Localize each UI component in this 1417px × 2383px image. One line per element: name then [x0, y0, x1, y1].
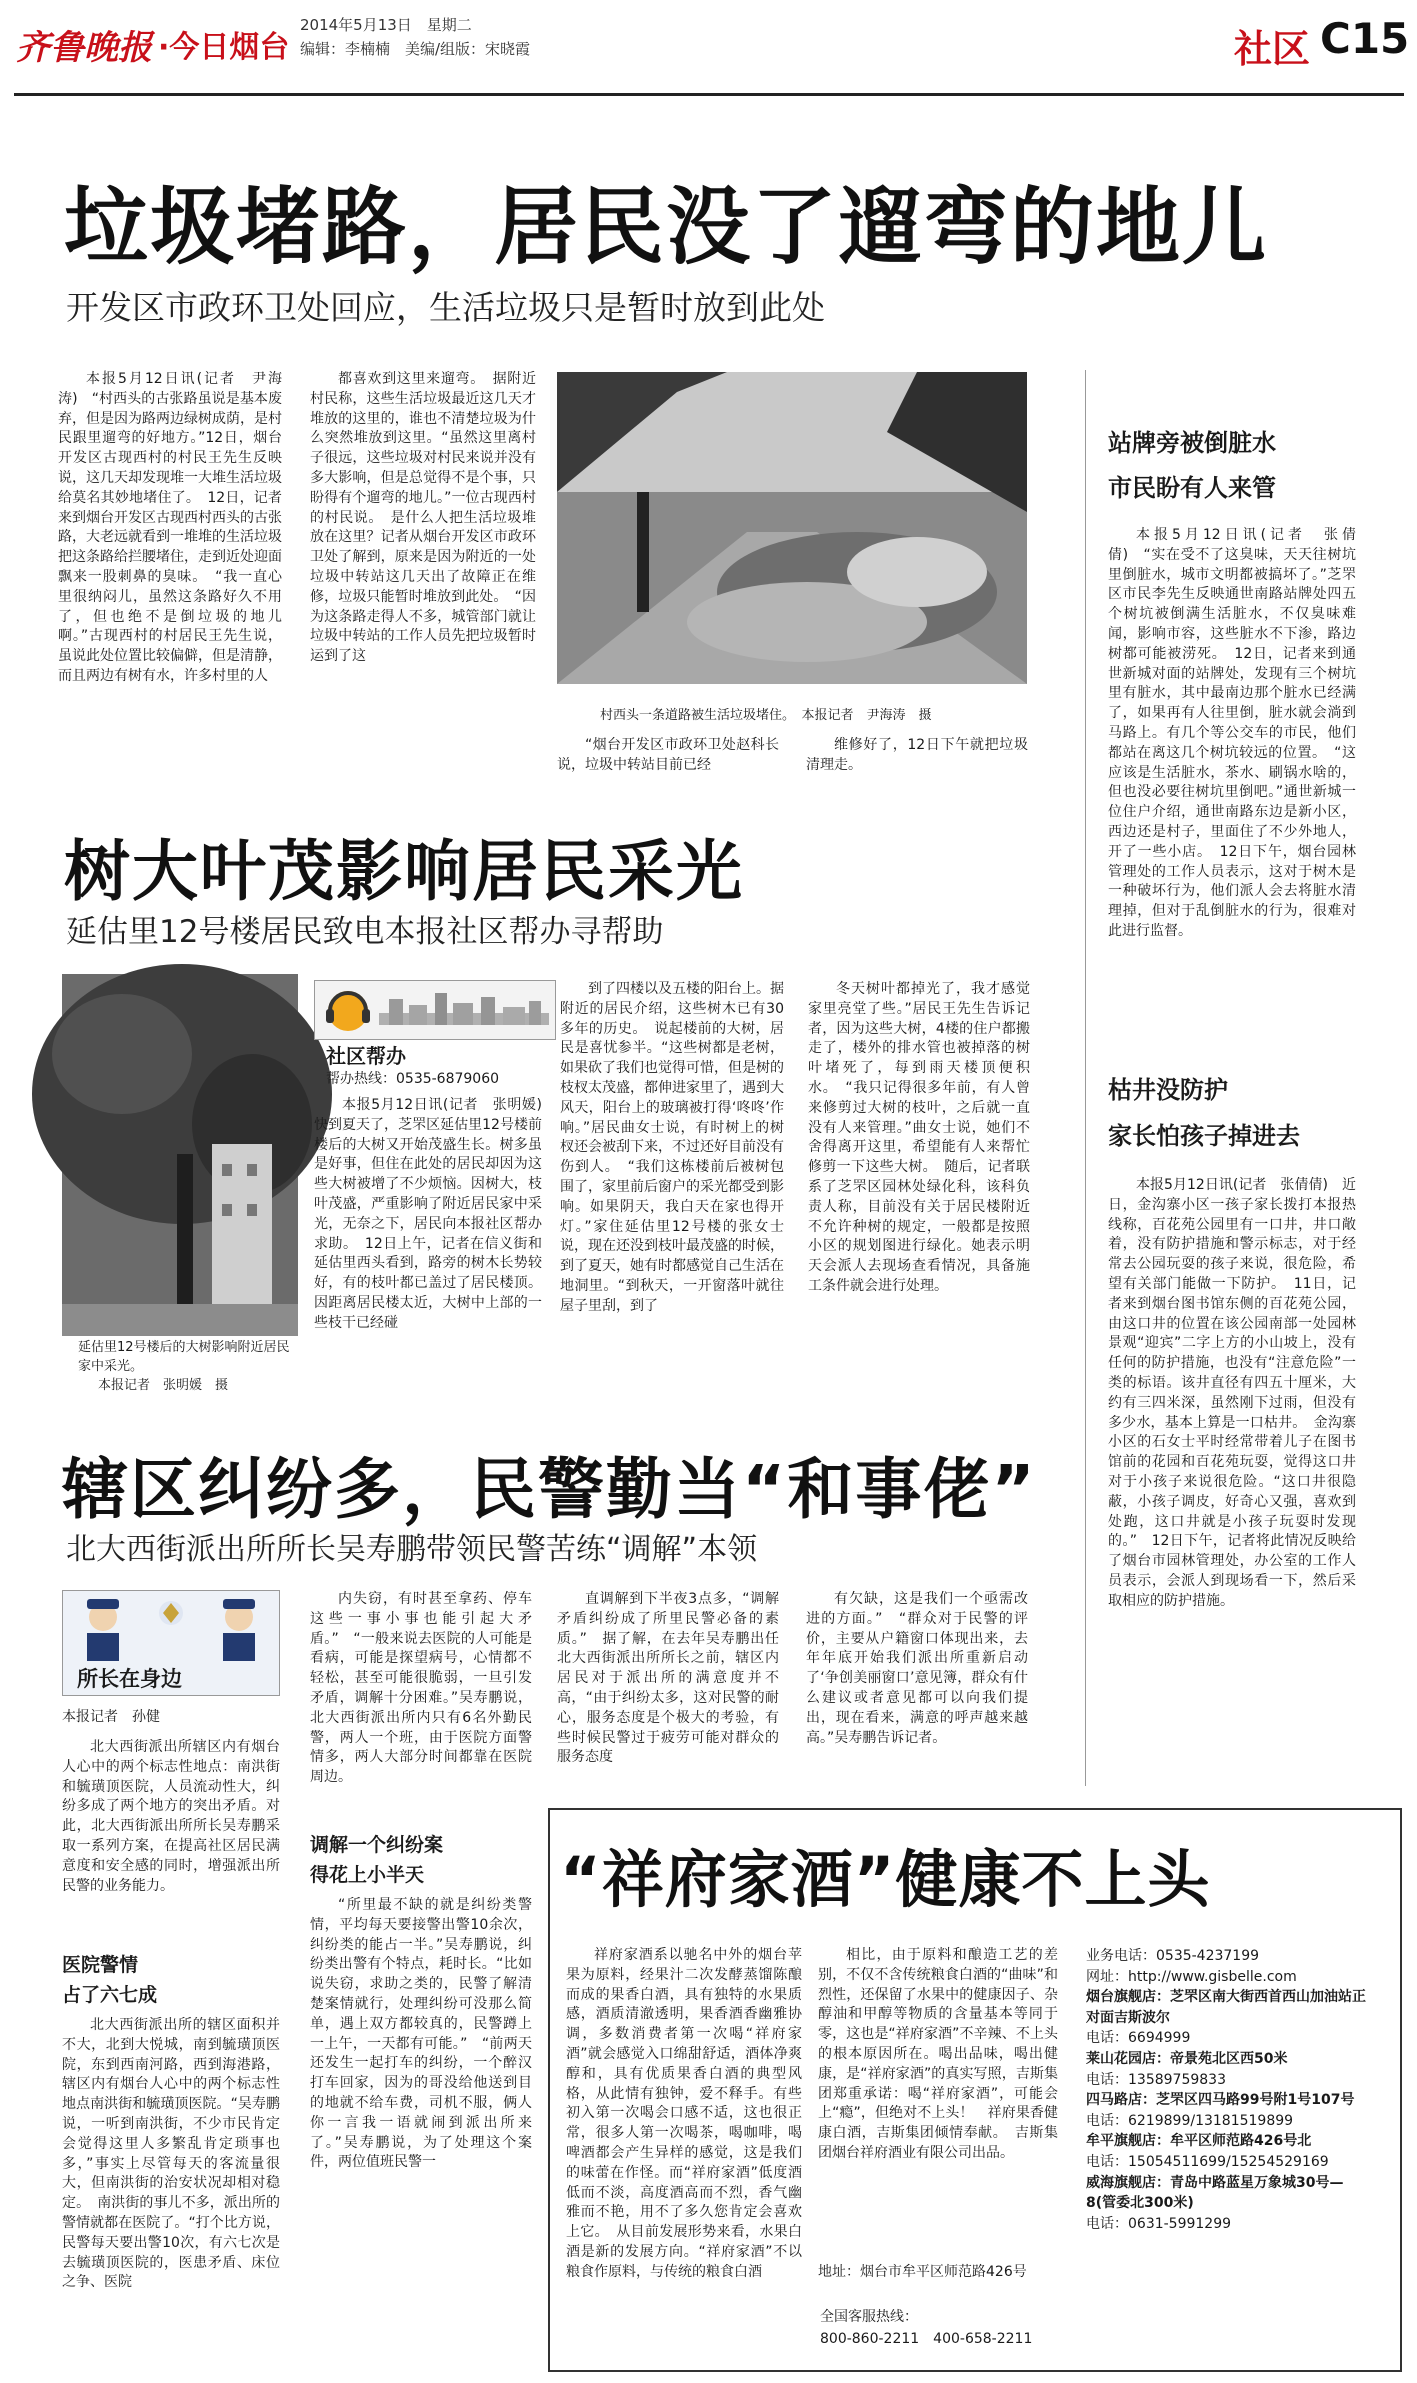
ad-contact-line: 电话：15054511699/15254529169: [1086, 2153, 1329, 2170]
story3-column-3: 直调解到下半夜3点多，“调解矛盾纠纷成了所里民警必备的素质。” 据了解，在去年吴寿鹏出任北大西街派出所所长之前，辖区内居民对于派出所的满意度并不高，“由于纠纷太多，这对民警的耐心，服务态度是个极大的考验，有些时候民警过于疲劳可能对群众的服务态度: [557, 1591, 779, 1766]
community-help-label: 社区帮办: [326, 1044, 406, 1068]
ad-contact-line: 威海旗舰店：青岛中路蓝星万象城30号—8(管委北300米): [1086, 2174, 1344, 2212]
story2-photo-caption: 延估里12号楼后的大树影响附近居民家中采光。: [78, 1340, 290, 1374]
sidebar2-body: 本报5月12日讯(记者 张倩倩) 近日，金沟寨小区一孩子家长拨打本报热线称，百花苑公园里有一口井，井口敞着，没有防护措施和警示标志，对于经常去公园玩耍的孩子来说，很危险，希望有关部门能做一下防护。 11日，记者来到烟台图书馆东侧的百花苑公园，由这口井的位置在该公园南部一处园林景观“迎宾”二字上方的小山坡上，没有任何的防护措施，也没有“注意危险”一类的标语。该井直径有四五十厘米，大约有三四米深，虽然刚下过雨，但没有多少水，基本上算是一口枯井。 金沟寨小区的石女士平时经常带着儿子在图书馆前的花园和百花苑玩耍，觉得这口井对于小孩子来说很危险。“这口井很隐蔽，小孩子调皮，好奇心又强，喜欢到处跑，这口井就是小孩子玩耍时发现的。” 12日下午，记者将此情况反映给了烟台市园林管理处，办公室的工作人员表示，会派人到现场看一下，然后采取相应的防护措施。: [1108, 1177, 1356, 1609]
masthead-logo: 齐鲁晚报: [16, 28, 152, 68]
story1-photo: [557, 372, 1027, 684]
story2-photo: [62, 974, 298, 1336]
ad-hotline-numbers: 800-860-2211 400-658-2211: [820, 2331, 1033, 2347]
sidebar1-headline-line2: 市民盼有人来管: [1108, 474, 1276, 502]
story3-column-2-body: “所里最不缺的就是纠纷类警情，平均每天要接警出警10余次，纠纷类的能占一半。”吴寿鹏说，纠纷类出警有个特点，耗时长。“比如说失窃，求助之类的，民警了解清楚案情就行，处理纠纷可没那么简单，遇上双方都较真的，民警蹲上一上午，一天都有可能。” “前两天还发生一起打车的纠纷，一个醉汉打车回家，因为的哥没给他送到目的地就不给车费，司机不服，俩人你一言我一语就闹到派出所来了。”吴寿鹏说，为了处理这个案件，两位值班民警一: [310, 1897, 532, 2171]
community-help-logo: [314, 980, 556, 1040]
ad-column-1: 祥府家酒系以驰名中外的烟台苹果为原料，经果汁二次发酵蒸馏陈酿而成的果香白酒，具有独特的水果质感，酒质清澈透明，果香酒香幽雅协调，多数消费者第一次喝“祥府家酒”就会感觉入口绵甜舒适，酒体净爽醇和，具有优质果香白酒的典型风格，从此情有独钟，爱不释手。有些初入第一次喝会口感不适，这也很正常，很多人第一次喝茶，喝咖啡，喝啤酒都会产生异样的感觉，这是我们的味蕾在作怪。而“祥府家酒”低度酒低而不淡，高度酒高而不烈，香气幽雅而不艳，用不了多久您肯定会喜欢上它。 从目前发展形势来看，水果白酒是新的发展方向。“祥府家酒”不以粮食作原料，与传统的粮食白酒: [566, 1947, 802, 2280]
story2-column-3: 冬天树叶都掉光了，我才感觉家里亮堂了些。”居民王先生告诉记者，因为这些大树，4楼的住户都搬走了，楼外的排水管也被掉落的树叶堵死了，每到雨天楼顶便积水。 “我只记得很多年前，有人曾来修剪过大树的枝叶，之后就一直没有人来管理。”曲女士说，她们不舍得离开这里，希望能有人来帮忙修剪一下这些大树。 随后，记者联系了芝罘区园林处绿化科，该科负责人称，目前没有关于居民楼附近不允许种树的规定，一般都是按照小区的规划图进行绿化。她表示明天会派人去现场查看情况，具备施工条件就会进行处理。: [808, 981, 1030, 1294]
editor-line: 编辑：李楠楠 美编/组版：宋晓霞: [300, 40, 531, 58]
column-label: 社区: [1234, 27, 1311, 71]
community-help-hotline: 帮办热线：0535-6879060: [326, 1071, 500, 1087]
ad-headline: “祥府家酒”健康不上头: [560, 1843, 1211, 1916]
story3-byline: 本报记者 孙健: [62, 1709, 160, 1725]
story3-column-2-top: 内失窃，有时甚至拿药、停车这些一事小事也能引起大矛盾。” “一般来说去医院的人可能是看病，可能是探望病号，心情都不轻松，甚至可能很脆弱，一旦引发矛盾，调解十分困难。”吴寿鹏说，北大西街派出所内只有6名外勤民警，两人一个班，由于医院方面警情多，两人大部分时间都靠在医院周边。: [310, 1591, 532, 1786]
ad-contact-line: 牟平旗舰店：牟平区师范路426号北: [1086, 2133, 1312, 2150]
police-logo: [62, 1590, 280, 1696]
story3-column-4: 有欠缺，这是我们一个亟需改进的方面。” “群众对于民警的评价，主要从户籍窗口体现出来，去年年底开始我们派出所重新启动了‘争创美丽窗口’意见簿，群众有什么建议或者意见都可以向我们提出，现在看来，满意的呼声越来越高。”吴寿鹏告诉记者。: [806, 1591, 1028, 1746]
story2-photo-credit: 本报记者 张明媛 摄: [98, 1378, 229, 1393]
ad-contact-line: 电话：13589759833: [1086, 2071, 1226, 2088]
ad-contacts: [1086, 1946, 1366, 2234]
police-officers-icon: [63, 1591, 279, 1661]
ad-contact-line: 网址：http://www.gisbelle.com: [1086, 1968, 1297, 1985]
ad-contact-line: 莱山花园店：帝景苑北区西50米: [1086, 2050, 1288, 2067]
ad-contact-line: 烟台旗舰店：芝罘区南大街西首西山加油站正对面吉斯波尔: [1086, 1989, 1366, 2026]
page-header: [0, 0, 1417, 70]
story3-subhead: 北大西街派出所所长吴寿鹏带领民警苦练“调解”本领: [66, 1532, 758, 1567]
story3-subhead-hospital-1: 医院警情: [62, 1954, 139, 1976]
story1-subhead: 开发区市政环卫处回应，生活垃圾只是暂时放到此处: [66, 288, 825, 327]
story3-column-1-body2: 北大西街派出所的辖区面积并不大，北到大悦城，南到毓璜顶医院，东到西南河路，西到海港路，辖区内有烟台人心中的两个标志性地点南洪街和毓璜顶医院。“吴寿鹏说，一听到南洪街，不少市民肯定会觉得这里人多繁乱肯定琐事也多，”事实上尽管每天的客流量很大，但南洪街的治安状况却相对稳定。 南洪街的事儿不多，派出所的警情就都在医院了。“打个比方说，民警每天要出警10次，有六七次是去毓璜顶医院的，医患矛盾、床位之争、医院: [62, 2017, 280, 2291]
sidebar1-body: 本报5月12日讯(记者 张倩倩) “实在受不了这臭味，天天往树坑里倒脏水，城市文明都被搞坏了。”芝罘区市民李先生反映通世南路站牌处四五个树坑被倒满生活脏水，不仅臭味难闻，影响市容，这些脏水不下渗，路边树都可能被涝死。 12日，记者来到通世新城对面的站牌处，发现有三个树坑里有脏水，其中最南边那个脏水已经满了，如果再有人往里倒，脏水就会淌到马路上。有几个等公交车的市民，他们都站在离这几个树坑较远的位置。 “这应该是生活脏水，茶水、刷锅水啥的，但也没必要往树坑里倒吧。”通世新城一位住户介绍，通世南路东边是新小区，西边还是村子，里面住了不少外地人，开了一些小店。 12日下午，烟台园林管理处的工作人员表示，这对于树木是一种破坏行为，他们派人会去将脏水清理掉，但对于乱倒脏水的行为，很难对此进行监督。: [1108, 527, 1356, 939]
police-logo-label: 所长在身边: [77, 1667, 182, 1691]
ad-hotline-label: 全国客服热线：: [820, 2309, 918, 2325]
ad-column-2: 相比，由于原料和酿造工艺的差别，不仅不含传统粮食白酒的“曲味”和烈性，还保留了水果中的健康因子、杂醇油和甲醇等物质的含量基本等同于零，这也是“祥府家酒”不辛辣、不上头的根本原因所在。喝出品味，喝出健康，是“祥府家酒”的真实写照，吉斯集团郑重承诺：喝“祥府家酒”，可能会上“瘾”，但绝对不上头！ 祥府果香健康白酒，吉斯集团倾情奉献。 吉斯集团烟台祥府酒业有限公司出品。: [818, 1947, 1058, 2161]
story2-column-1: 本报5月12日讯(记者 张明媛) 快到夏天了，芝罘区延估里12号楼前楼后的大树又开始茂盛生长。树多虽是好事，但住在此处的居民却因为这些大树被增了不少烦恼。因树大，枝叶茂盛，严重影响了附近居民家中采光，无奈之下，居民向本报社区帮办求助。 12日上午，记者在信义街和延估里西头看到，路旁的树木长势较好，有的枝叶都已盖过了居民楼顶。因距离居民楼太近，大树中上部的一些枝干已经碰: [314, 1097, 556, 1331]
story3-subhead-hospital-2: 占了六七成: [62, 1984, 158, 2006]
ad-contact-line: 四马路店：芝罘区四马路99号附1号107号: [1086, 2092, 1355, 2109]
story1-column-1: 本报5月12日讯(记者 尹海涛) “村西头的古张路虽说是基本废弃，但是因为路两边绿树成荫，是村民跟里遛弯的好地方。”12日，烟台开发区古现西村的村民王先生反映说，这几天却发现堆一大堆生活垃圾给莫名其妙地堵住了。 12日，记者来到烟台开发区古现西村西头的古张路，大老远就看到一堆堆的生活垃圾把这条路给拦腰堵住，走到近处迎面飘来一股刺鼻的臭味。 “我一直心里很纳闷儿，虽然这条路好久不用了，但也绝不是倒垃圾的地儿啊。”古现西村的村居民王先生说，虽说此处位置比较偏僻，但是清静，而且两边有树有水，许多村里的人: [58, 371, 282, 684]
story1-photo-caption: 村西头一条道路被生活垃圾堵住。 本报记者 尹海涛 摄: [600, 708, 932, 723]
sidebar-divider: [1085, 370, 1086, 1786]
story1-column-3: “烟台开发区市政环卫处赵科长说，垃圾中转站目前已经: [557, 737, 779, 773]
story2-column-2: 到了四楼以及五楼的阳台上。据附近的居民介绍，这些树木已有30多年的历史。 说起楼前的大树，居民是喜忧参半。“这些树都是老树，如果砍了我们也觉得可惜，但是树的枝杈太茂盛，都伸进家里了，遇到大风天，阳台上的玻璃被打得‘咚咚’作响。”居民曲女士说，有时树上的树杈还会被刮下来，不过还好目前没有伤到人。 “我们这栋楼前后被树包围了，家里前后窗户的采光都受到影响。如果阴天，我白天在家也得开灯。”家住延估里12号楼的张女士说，现在还没到枝叶最茂盛的时候，到了夏天，她有时都感觉自己生活在地洞里。“到秋天，一开窗落叶就往屋子里刮，到了: [560, 981, 784, 1314]
tree-photo: [62, 974, 298, 1336]
sidebar1-headline-line1: 站牌旁被倒脏水: [1108, 429, 1276, 457]
ad-contact-line: 电话：6219899/13181519899: [1086, 2112, 1294, 2129]
sidebar2-headline-line2: 家长怕孩子掉进去: [1108, 1122, 1300, 1150]
story1-column-4: 维修好了，12日下午就把垃圾清理走。: [806, 737, 1028, 773]
story1-headline: 垃圾堵路，居民没了遛弯的地儿: [64, 178, 1269, 276]
header-divider: [14, 93, 1404, 96]
story1-column-2: 都喜欢到这里来遛弯。 据附近村民称，这些生活垃圾最近这几天才堆放的这里的，谁也不清楚垃圾为什么突然堆放到这里。“虽然这里离村子很远，这些垃圾对村民来说并没有多大影响，但是总觉得不是个事，只盼得有个遛弯的地儿。”一位古现西村的村民说。 是什么人把生活垃圾堆放在这里？记者从烟台开发区市政环卫处了解到，原来是因为附近的一处垃圾中转站这几天出了故障正在维修，垃圾只能暂时堆放到此处。 “因为这条路走得人不多，城管部门就让垃圾中转站的工作人员先把垃圾暂时运到了这: [310, 371, 536, 665]
ad-contact-line: 电话：6694999: [1086, 2030, 1191, 2047]
story2-headline: 树大叶茂影响居民采光: [64, 833, 744, 910]
section-name: ·今日烟台: [158, 30, 290, 65]
story3-headline: 辖区纠纷多，民警勤当“和事佬”: [62, 1451, 1037, 1528]
story3-subhead-dispute-1: 调解一个纠纷案: [310, 1834, 444, 1856]
headset-icon: [319, 981, 377, 1039]
date-line: 2014年5月13日 星期二: [300, 16, 472, 34]
story3-subhead-dispute-2: 得花上小半天: [310, 1864, 425, 1886]
ad-contact-line: 电话：0631-5991299: [1086, 2215, 1232, 2232]
page-number: C15: [1320, 14, 1410, 63]
city-skyline-icon: [379, 991, 549, 1025]
sidebar2-headline-line1: 枯井没防护: [1108, 1076, 1228, 1104]
garbage-road-photo: [557, 372, 1027, 684]
ad-contact-line: 业务电话：0535-4237199: [1086, 1948, 1260, 1964]
story3-column-1-body: 北大西街派出所辖区内有烟台人心中的两个标志性地点：南洪街和毓璜顶医院，人员流动性大，纠纷多成了两个地方的突出矛盾。对此，北大西街派出所所长吴寿鹏采取一系列方案，在提高社区居民满意度和安全感的同时，增强派出所民警的业务能力。: [62, 1739, 280, 1894]
ad-address: 地址：烟台市牟平区师范路426号: [818, 2264, 1027, 2280]
story2-subhead: 延估里12号楼居民致电本报社区帮办寻帮助: [66, 914, 664, 950]
